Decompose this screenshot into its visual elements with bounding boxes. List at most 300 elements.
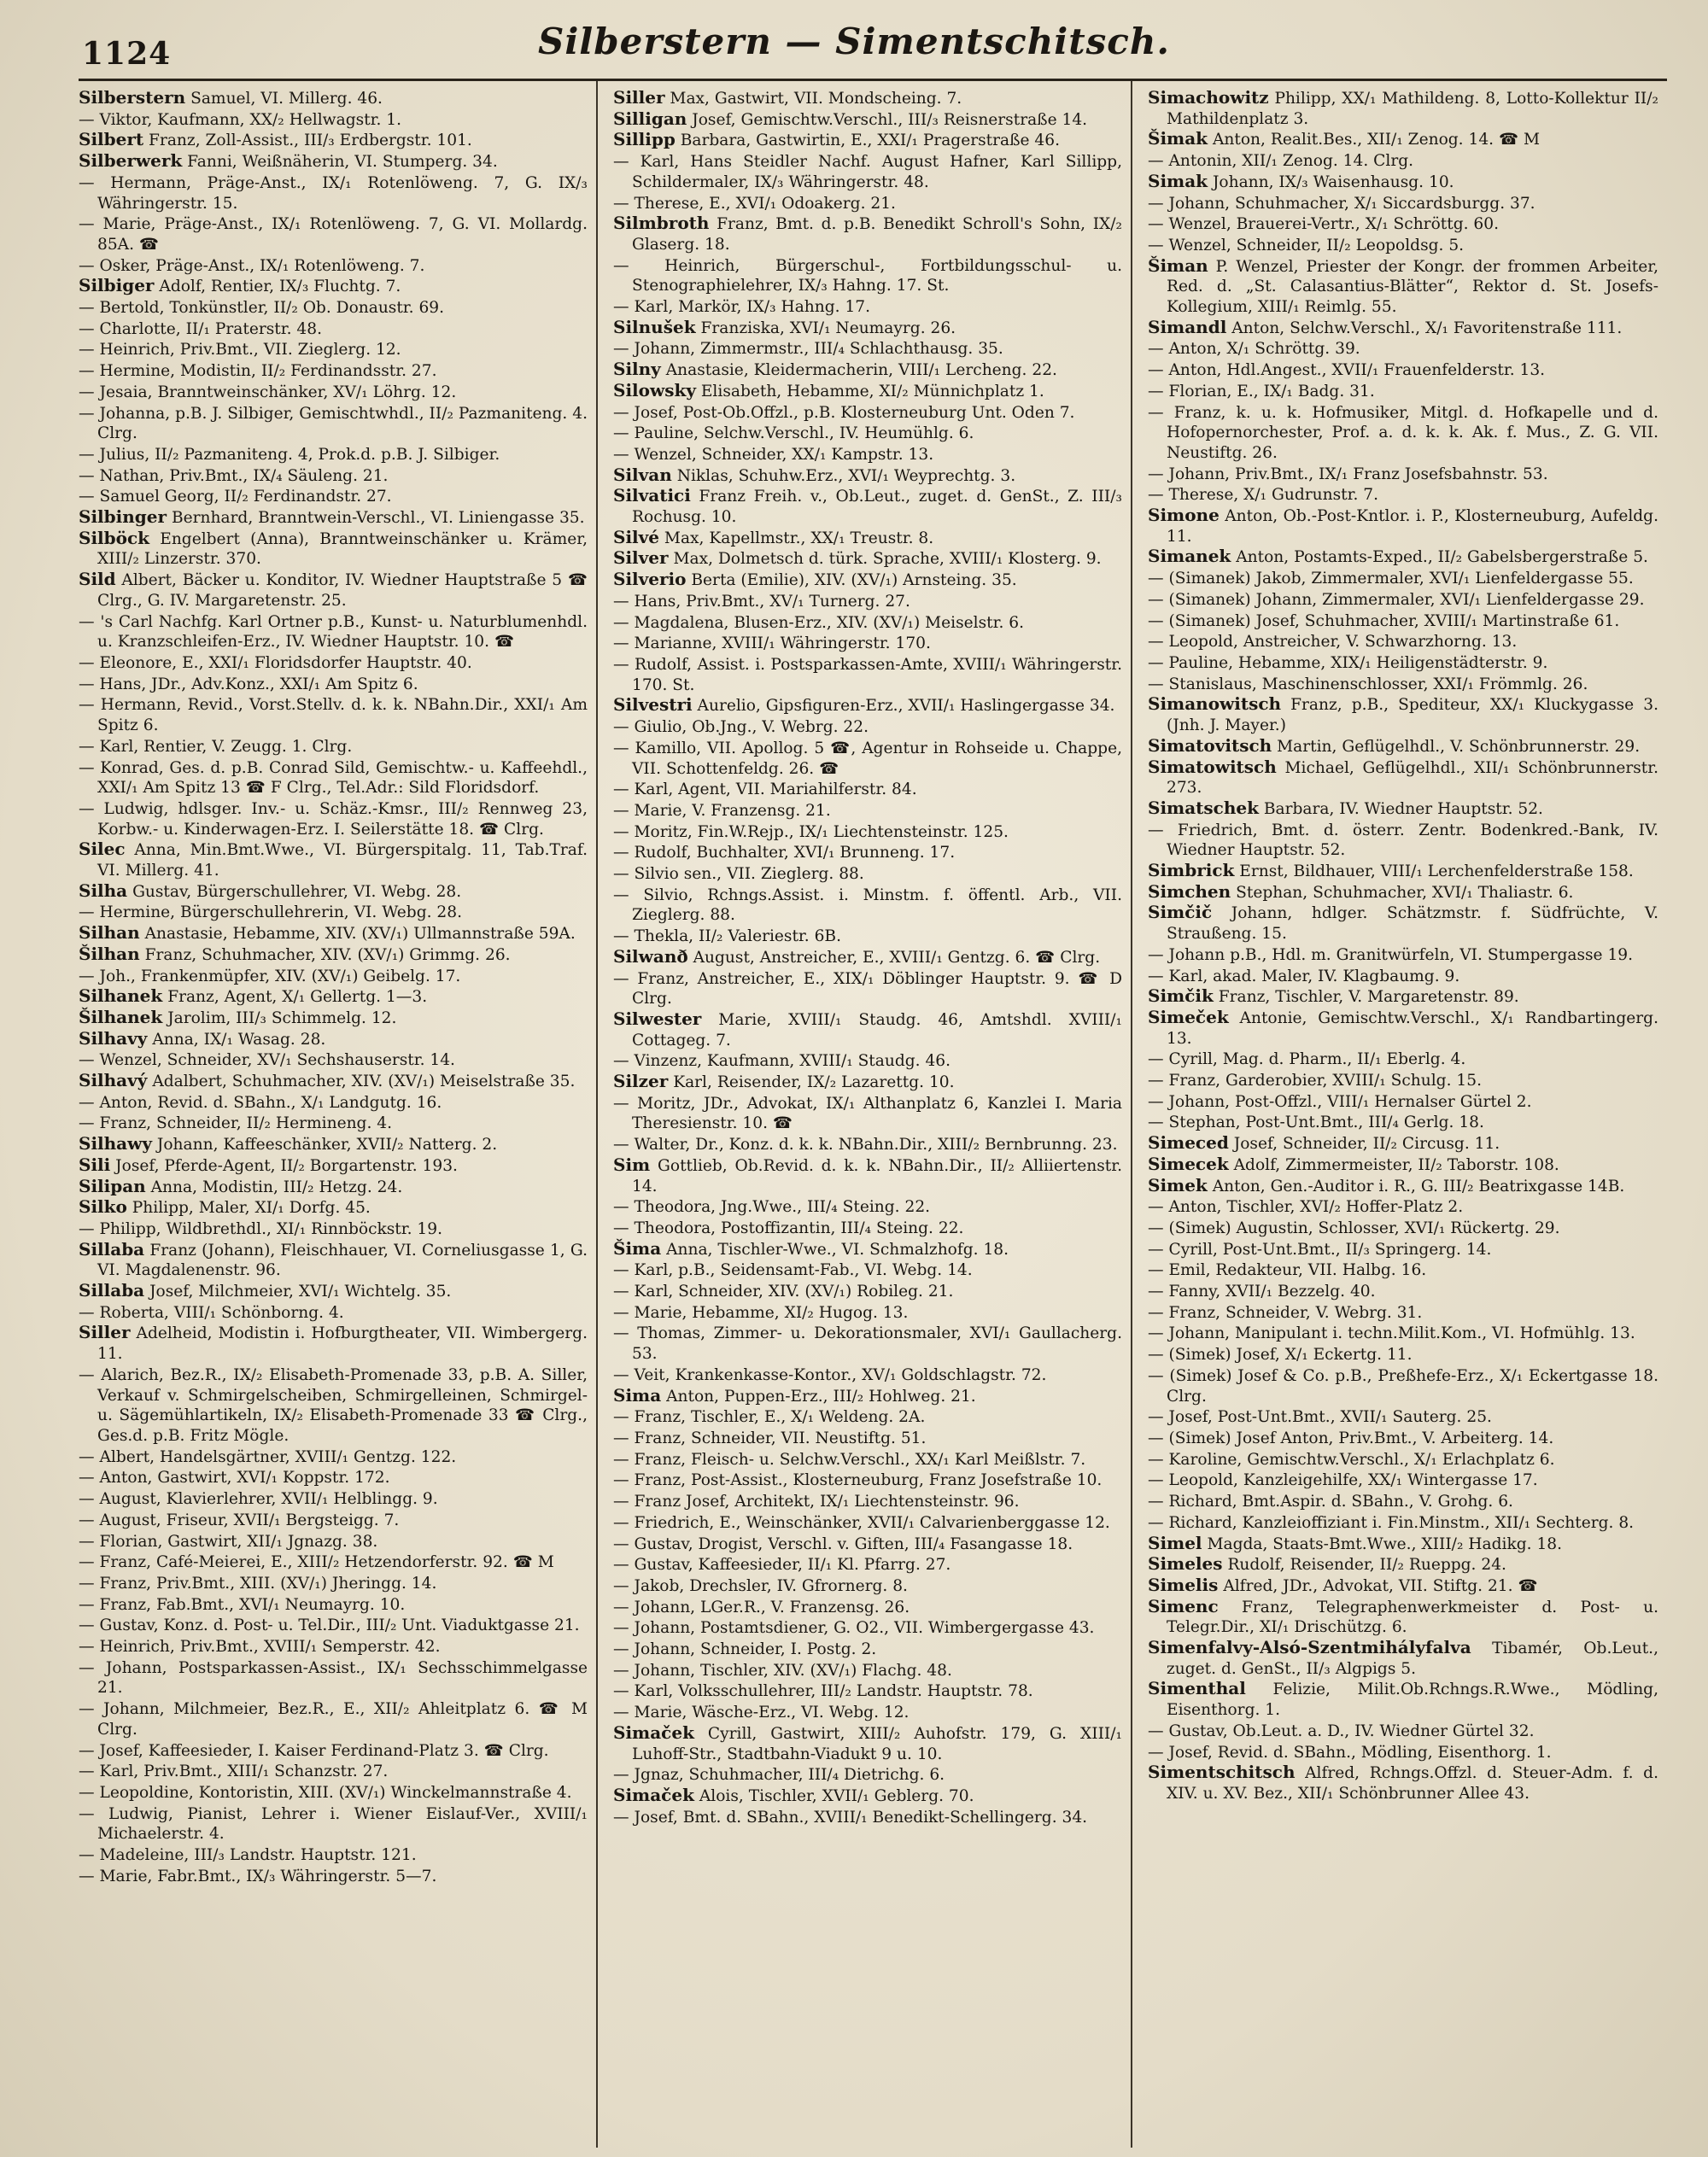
entry-details: — Franz, k. u. k. Hofmusiker, Mitgl. d. Hofkapelle und d. Hofopernorchester, Prof. a. d. k. k. Ak. f. Mus., Z. G. VII. Neustiftg. 26. (1148, 403, 1658, 462)
entry-details: Max, Kapellmstr., XX/₁ Treustr. 8. (664, 529, 934, 547)
directory-entry (1148, 882, 1658, 903)
directory-entry (1148, 1470, 1658, 1491)
directory-entry (613, 654, 1122, 695)
entry-surname: Simak (1148, 170, 1208, 191)
entry-details: — Veit, Krankenkasse-Kontor., XV/₁ Goldschlagstr. 72. (613, 1365, 1047, 1384)
entry-details: — Pauline, Hebamme, XIX/₁ Heiligenstädterstr. 9. (1148, 653, 1548, 672)
entry-details: Anna, IX/₁ Wasag. 28. (152, 1030, 326, 1049)
entry-details: Anton, Selchw.Verschl., X/₁ Favoritenstraße 111. (1231, 319, 1623, 337)
entry-details: Franz, Schuhmacher, XIV. (XV/₁) Grimmg. 26. (144, 945, 511, 964)
entry-details: Alfred, JDr., Advokat, VII. Stiftg. 21. ☎ (1223, 1576, 1538, 1595)
entry-details: Anna, Modistin, III/₂ Hetzg. 24. (150, 1178, 403, 1196)
directory-entry (1148, 1534, 1658, 1555)
directory-entry (613, 1386, 1122, 1407)
entry-surname: Silhawy (79, 1133, 152, 1154)
entry-details: — Franz, Post-Assist., Klosterneuburg, Franz Josefstraße 10. (613, 1471, 1103, 1490)
directory-entry (79, 674, 588, 695)
entry-details: — Heinrich, Bürgerschul-, Fortbildungsschul- u. Stenographielehrer, IX/₃ Hahng. 17. St. (613, 256, 1122, 295)
entry-details: — Johann, Post-Offzl., VIII/₁ Hernalser Gürtel 2. (1148, 1092, 1532, 1111)
page-number: 1124 (82, 36, 172, 72)
directory-entry (613, 1196, 1122, 1218)
directory-entry (1148, 1239, 1658, 1260)
directory-entry (613, 296, 1122, 318)
entry-details: Franz (Johann), Fleischhauer, VI. Corneliusgasse 1, G. VI. Magdalenenstr. 96. (97, 1241, 588, 1280)
directory-entry (613, 863, 1122, 885)
entry-details: Albert, Bäcker u. Konditor, IV. Wiedner Hauptstraße 5 ☎ Clrg., G. IV. Margaretenstr. 25. (97, 571, 588, 610)
entry-details: — Josef, Kaffeesieder, I. Kaiser Ferdinand-Platz 3. ☎ Clrg. (79, 1741, 549, 1760)
entry-details: — Theodora, Postoffizantin, III/₄ Steing. 22. (613, 1219, 964, 1237)
entry-details: — Silvio sen., VII. Zieglerg. 88. (613, 865, 864, 884)
entry-details: Anna, Tischler-Wwe., VI. Schmalzhofg. 18. (666, 1240, 1009, 1259)
directory-entry (613, 213, 1122, 254)
entry-surname: Silhanek (79, 985, 163, 1007)
entry-details: Anton, Puppen-Erz., III/₂ Hohlweg. 21. (666, 1387, 976, 1406)
directory-entry (1148, 1049, 1658, 1070)
directory-entry (79, 1008, 588, 1029)
entry-details: — Marie, Wäsche-Erz., VI. Webg. 12. (613, 1704, 910, 1722)
entry-details: — Josef, Post-Unt.Bmt., XVII/₁ Sauterg. 25. (1148, 1408, 1492, 1427)
directory-entry (613, 1575, 1122, 1597)
directory-entry (79, 1197, 588, 1219)
entry-details: Berta (Emilie), XIV. (XV/₁) Arnsteing. 35. (691, 571, 1017, 590)
entry-details: — Leopoldine, Kontoristin, XIII. (XV/₁) Winckelmannstraße 4. (79, 1783, 572, 1802)
entry-details: — Anton, X/₁ Schröttg. 39. (1148, 340, 1360, 359)
directory-entry (79, 276, 588, 297)
entry-details: — Ludwig, Pianist, Lehrer i. Wiener Eislauf-Ver., XVIII/₁ Michaelerstr. 4. (79, 1804, 588, 1844)
entry-details: Fanni, Weißnäherin, VI. Stumperg. 34. (187, 153, 498, 172)
entry-details: — Cyrill, Mag. d. Pharm., II/₁ Eberlg. 4. (1148, 1050, 1466, 1069)
entry-details: Bernhard, Branntwein-Verschl., VI. Liniengasse 35. (171, 509, 585, 528)
directory-entry (613, 1072, 1122, 1093)
directory-entry (1148, 338, 1658, 360)
entry-details: — Ludwig, hdlsger. Inv.- u. Schäz.-Kmsr., III/₂ Rennweg 23, Korbw.- u. Kinderwagen-Erz. I. Seilerstätte 18. ☎ Clrg. (79, 799, 588, 839)
directory-entry (1148, 1176, 1658, 1197)
directory-entry (1148, 1638, 1658, 1679)
entry-details: — Fanny, XVII/₁ Bezzelg. 40. (1148, 1283, 1376, 1301)
directory-entry (613, 968, 1122, 1009)
directory-entry (613, 402, 1122, 424)
directory-entry (79, 1698, 588, 1739)
directory-entry (1148, 757, 1658, 798)
entry-details: — Karl, akad. Maler, IV. Klagbaumg. 9. (1148, 967, 1460, 985)
entry-surname: Sillaba (79, 1238, 145, 1260)
entry-details: — Hermann, Präge-Anst., IX/₁ Rotenlöweng. 7, G. IX/₃ Währingerstr. 15. (79, 173, 588, 213)
entry-details: — Franz, Fleisch- u. Selchw.Verschl., XX/₁ Karl Meißlstr. 7. (613, 1450, 1086, 1469)
entry-details: — Jgnaz, Schuhmacher, III/₄ Dietrichg. 6. (613, 1766, 945, 1785)
directory-entry (613, 1155, 1122, 1196)
directory-entry (1148, 1008, 1658, 1049)
directory-entry (613, 1218, 1122, 1239)
entry-surname: Silec (79, 839, 126, 860)
directory-entry (1148, 631, 1658, 652)
entry-surname: Silverio (613, 569, 687, 590)
entry-details: — Leopold, Anstreicher, V. Schwarzhorng. 13. (1148, 633, 1518, 652)
directory-entry (1148, 88, 1658, 129)
directory-entry (1148, 1070, 1658, 1091)
directory-entry (79, 1866, 588, 1887)
entry-surname: Simatovitsch (1148, 734, 1272, 756)
directory-entry (1148, 464, 1658, 485)
entry-details: — Marie, Fabr.Bmt., IX/₃ Währingerstr. 5—7. (79, 1867, 437, 1885)
directory-entry (79, 1657, 588, 1698)
entry-surname: Silligan (613, 108, 687, 129)
entry-details: — Roberta, VIII/₁ Schönborng. 4. (79, 1303, 344, 1322)
entry-surname: Sima (613, 1384, 662, 1406)
entry-details: — Friedrich, Bmt. d. österr. Zentr. Bodenkred.-Bank, IV. Wiedner Hauptstr. 52. (1148, 821, 1658, 860)
directory-entry (79, 1844, 588, 1866)
directory-entry (79, 966, 588, 987)
entry-details: — Josef, Bmt. d. SBahn., XVIII/₁ Benedikt-Schellingerg. 34. (613, 1808, 1088, 1827)
directory-entry (613, 1554, 1122, 1575)
directory-entry (79, 1177, 588, 1198)
directory-entry (613, 779, 1122, 800)
directory-entry (613, 1639, 1122, 1660)
entry-details: — Philipp, Wildbrethdl., XI/₁ Rinnböckstr. 19. (79, 1219, 442, 1238)
directory-entry (79, 1092, 588, 1114)
entry-details: Gottlieb, Ob.Revid. d. k. k. NBahn.Dir., II/₂ Alliiertenstr. 14. (632, 1156, 1122, 1195)
directory-entry (1148, 1302, 1658, 1324)
entry-surname: Simenfalvy-Alsó-Szentmihályfalva (1148, 1637, 1471, 1658)
entry-details: — Franz, Schneider, VII. Neustiftg. 51. (613, 1429, 927, 1447)
directory-entry (613, 1681, 1122, 1702)
directory-entry (1148, 1721, 1658, 1742)
directory-entry (79, 382, 588, 403)
entry-details: — Alarich, Bez.R., IX/₂ Elisabeth-Promenade 33, p.B. A. Siller, Verkauf v. Schmirgelscheiben, Schmirgelleinen, Schmirgel- u. Sägemühlartikeln, IX/₂ Elisabeth-Promenade 33 ☎ Clrg., Ges.d. p.B. Fritz Mögle. (79, 1365, 588, 1445)
entry-surname: Silhavý (79, 1070, 148, 1091)
entry-details: Elisabeth, Hebamme, XI/₂ Münnichplatz 1. (700, 382, 1044, 400)
entry-details: — Gustav, Kaffeesieder, II/₁ Kl. Pfarrg. 27. (613, 1556, 951, 1575)
directory-entry (79, 1594, 588, 1616)
directory-entry (1148, 484, 1658, 506)
entry-surname: Šiman (1148, 254, 1208, 276)
directory-entry (613, 360, 1122, 381)
directory-entry (1148, 506, 1658, 547)
entry-surname: Silver (613, 547, 669, 569)
entry-details: Josef, Milchmeier, XVI/₁ Wichtelg. 35. (149, 1283, 452, 1301)
entry-details: — Heinrich, Priv.Bmt., VII. Zieglerg. 12. (79, 341, 401, 360)
directory-entry (79, 944, 588, 966)
entry-details: — Johann p.B., Hdl. m. Granitwürfeln, VI. Stumpergasse 19. (1148, 945, 1634, 964)
directory-entry (79, 1615, 588, 1636)
directory-entry (79, 255, 588, 277)
entry-details: Barbara, IV. Wiedner Hauptstr. 52. (1263, 799, 1543, 818)
entry-surname: Simandl (1148, 316, 1227, 337)
directory-entry (1148, 611, 1658, 632)
directory-entry (1148, 1449, 1658, 1470)
entry-details: — Konrad, Ges. d. p.B. Conrad Sild, Gemischtw.- u. Kaffeehdl., XXI/₁ Am Spitz 13 ☎ F Clrg., Tel.Adr.: Sild Floridsdorf. (79, 758, 588, 798)
entry-surname: Silmbroth (613, 213, 710, 234)
column-left (79, 81, 598, 2148)
directory-entry (613, 1260, 1122, 1281)
entry-details: — Marie, Präge-Anst., IX/₁ Rotenlöweng. 7, G. VI. Mollardg. 85A. ☎ (79, 215, 588, 254)
entry-surname: Silböck (79, 527, 149, 548)
directory-entry (79, 757, 588, 798)
directory-entry (613, 1093, 1122, 1134)
entry-details: — (Simanek) Johann, Zimmermaler, XVI/₁ Lienfeldergasse 29. (1148, 590, 1645, 609)
entry-surname: Simatowitsch (1148, 756, 1277, 777)
entry-surname: Silipan (79, 1175, 146, 1196)
directory-entry (613, 1617, 1122, 1639)
entry-details: Franz, Bmt. d. p.B. Benedikt Schroll's Sohn, IX/₂ Glaserg. 18. (632, 215, 1122, 254)
entry-surname: Silwanð (613, 945, 688, 967)
directory-entry (79, 839, 588, 880)
directory-entry (1148, 1406, 1658, 1428)
entry-details: — Marianne, XVIII/₁ Währingerstr. 170. (613, 634, 931, 653)
entry-details: Franz, Zoll-Assist., III/₃ Erdbergstr. 101. (149, 132, 472, 150)
entry-surname: Simeced (1148, 1132, 1229, 1154)
directory-entry (1148, 1091, 1658, 1113)
entry-surname: Siller (613, 87, 665, 108)
directory-entry (1148, 1365, 1658, 1406)
entry-details: Karl, Reisender, IX/₂ Lazarettg. 10. (673, 1073, 955, 1092)
directory-entry (1148, 652, 1658, 674)
entry-details: — Gustav, Drogist, Verschl. v. Giften, III/₄ Fasangasse 18. (613, 1534, 1073, 1553)
directory-entry (1148, 798, 1658, 820)
entry-surname: Silko (79, 1196, 127, 1218)
directory-entry (79, 1510, 588, 1531)
entry-details: Anton, Gen.-Auditor i. R., G. III/₂ Beatrixgasse 14B. (1212, 1177, 1625, 1195)
directory-entry (1148, 381, 1658, 402)
entry-details: Samuel, VI. Millerg. 46. (190, 90, 383, 108)
directory-entry (1148, 1491, 1658, 1512)
directory-entry (1148, 903, 1658, 944)
entry-details: — Viktor, Kaufmann, XX/₂ Hellwagstr. 1. (79, 110, 402, 129)
entry-details: Martin, Geflügelhdl., V. Schönbrunnerstr. 29. (1277, 737, 1641, 756)
entry-details: — Karl, p.B., Seidensamt-Fab., VI. Webg. 14. (613, 1261, 973, 1280)
directory-entry (79, 109, 588, 131)
entry-details: Max, Dolmetsch d. türk. Sprache, XVIII/₁ Klosterg. 9. (673, 550, 1102, 569)
entry-surname: Silvatici (613, 485, 691, 506)
entry-details: — (Simanek) Jakob, Zimmermaler, XVI/₁ Lienfeldergasse 55. (1148, 570, 1634, 588)
directory-entry (613, 570, 1122, 591)
directory-entry (79, 297, 588, 319)
entry-details: — Johann, Manipulant i. techn.Milit.Kom., VI. Hofmühlg. 13. (1148, 1324, 1635, 1343)
entry-details: Josef, Gemischtw.Verschl., III/₃ Reisnerstraße 14. (692, 110, 1088, 129)
directory-entry (1148, 820, 1658, 861)
entry-surname: Simentschitsch (1148, 1762, 1296, 1783)
entry-details: — Karl, Agent, VII. Mariahilferstr. 84. (613, 780, 917, 799)
directory-entry (79, 570, 588, 611)
entry-details: Anton, Ob.-Post-Kntlor. i. P., Klosterneuburg, Aufeldg. 11. (1167, 507, 1658, 546)
directory-entry (613, 486, 1122, 527)
directory-entry (1148, 1112, 1658, 1133)
entry-surname: Silwester (613, 1008, 702, 1029)
directory-entry (79, 1573, 588, 1594)
directory-entry (1148, 1762, 1658, 1803)
entry-details: Adolf, Zimmermeister, II/₂ Taborstr. 108. (1233, 1155, 1559, 1174)
entry-details: — Karl, Markör, IX/₃ Hahng. 17. (613, 298, 871, 317)
entry-details: — Kamillo, VII. Apollog. 5 ☎, Agentur in Rohseide u. Chappe, VII. Schottenfeldg. 26. ☎ (613, 739, 1122, 778)
directory-entry (1148, 1323, 1658, 1344)
directory-entry (79, 902, 588, 923)
entry-details: — Karl, Hans Steidler Nachf. August Hafner, Karl Sillipp, Schildermaler, IX/₃ Währingerstr. 48. (613, 153, 1122, 191)
directory-entry (79, 529, 588, 570)
entry-details: Gustav, Bürgerschullehrer, VI. Webg. 28. (132, 882, 462, 901)
entry-details: Stephan, Schuhmacher, XVI/₁ Thaliastr. 6. (1236, 883, 1574, 902)
directory-entry (613, 1597, 1122, 1618)
entry-details: — Hermine, Bürgerschullehrerin, VI. Webg. 28. (79, 903, 463, 922)
entry-details: — Vinzenz, Kaufmann, XVIII/₁ Staudg. 46. (613, 1052, 951, 1071)
directory-entry (79, 465, 588, 487)
directory-entry (1148, 966, 1658, 987)
directory-entry (613, 1512, 1122, 1534)
directory-entry (79, 1552, 588, 1573)
directory-entry (79, 1531, 588, 1552)
directory-entry (79, 736, 588, 757)
directory-entry (613, 947, 1122, 968)
entry-details: — Johann, Milchmeier, Bez.R., E., XII/₂ Ahleitplatz 6. ☎ M Clrg. (79, 1700, 588, 1739)
entry-details: Antonie, Gemischtw.Verschl., X/₁ Randbartingerg. 13. (1167, 1008, 1658, 1048)
directory-entry (79, 1029, 588, 1050)
entry-details: Anton, Realit.Bes., XII/₁ Zenog. 14. ☎ M (1212, 131, 1541, 149)
directory-columns (79, 79, 1667, 2148)
directory-entry (613, 1807, 1122, 1828)
entry-details: — Karl, Schneider, XIV. (XV/₁) Robileg. 21. (613, 1283, 954, 1301)
entry-details: — Anton, Hdl.Angest., XVII/₁ Frauenfelderstr. 13. (1148, 361, 1546, 380)
directory-entry (79, 798, 588, 839)
directory-entry (1148, 235, 1658, 256)
directory-entry (1148, 1344, 1658, 1365)
directory-entry (613, 885, 1122, 926)
entry-details: — (Simek) Josef Anton, Priv.Bmt., V. Arbeiterg. 14. (1148, 1429, 1554, 1447)
directory-entry (613, 318, 1122, 339)
entry-surname: Simachowitz (1148, 87, 1269, 108)
entry-details: — Franz, Café-Meierei, E., XIII/₂ Hetzendorferstr. 92. ☎ M (79, 1553, 554, 1572)
directory-entry (79, 339, 588, 360)
entry-details: — Johann, Tischler, XIV. (XV/₁) Flachg. 48. (613, 1661, 952, 1680)
entry-details: Franz, Agent, X/₁ Gellertg. 1—3. (167, 988, 428, 1007)
entry-surname: Simone (1148, 505, 1220, 526)
directory-entry (79, 1113, 588, 1134)
entry-details: — Silvio, Rchngs.Assist. i. Minstm. f. öffentl. Arb., VII. Zieglerg. 88. (613, 886, 1122, 925)
directory-entry (79, 652, 588, 674)
directory-entry (1148, 1742, 1658, 1763)
entry-details: — Madeleine, III/₃ Landstr. Hauptstr. 121. (79, 1846, 417, 1865)
directory-entry (613, 1302, 1122, 1324)
directory-entry (1148, 172, 1658, 193)
directory-entry (1148, 1554, 1658, 1575)
directory-entry (79, 319, 588, 340)
entry-surname: Sili (79, 1154, 111, 1175)
directory-entry (613, 1239, 1122, 1260)
entry-surname: Simbrick (1148, 860, 1235, 881)
directory-entry (1148, 1133, 1658, 1154)
directory-entry (1148, 568, 1658, 589)
entry-details: — Karl, Rentier, V. Zeugg. 1. Clrg. (79, 737, 353, 756)
entry-details: — Karl, Volksschullehrer, III/₂ Landstr. Hauptstr. 78. (613, 1682, 1033, 1701)
directory-entry (1148, 674, 1658, 695)
entry-details: — Moritz, Fin.W.Rejp., IX/₁ Liechtensteinstr. 125. (613, 822, 1009, 841)
directory-entry (613, 926, 1122, 947)
directory-entry (79, 88, 588, 109)
entry-details: — Thekla, II/₂ Valeriestr. 6B. (613, 927, 842, 946)
directory-entry (1148, 360, 1658, 381)
entry-details: Max, Gastwirt, VII. Mondscheing. 7. (670, 90, 962, 108)
entry-details: Josef, Schneider, II/₂ Circusg. 11. (1233, 1135, 1500, 1154)
entry-details: Felizie, Milit.Ob.Rchngs.R.Wwe., Mödling, Eisenthorg. 1. (1167, 1681, 1658, 1720)
entry-details: — Marie, Hebamme, XI/₂ Hugog. 13. (613, 1303, 909, 1322)
directory-entry (613, 338, 1122, 360)
entry-details: August, Anstreicher, E., XVIII/₁ Gentzg. 6. ☎ Clrg. (693, 948, 1101, 967)
entry-surname: Siller (79, 1322, 131, 1343)
entry-surname: Silowsky (613, 379, 696, 400)
entry-details: — Charlotte, II/₁ Praterstr. 48. (79, 319, 323, 338)
entry-details: — Johann, Zimmermstr., III/₄ Schlachthausg. 35. (613, 340, 1003, 359)
entry-details: — August, Klavierlehrer, XVII/₁ Helblingg. 9. (79, 1490, 438, 1509)
directory-entry (613, 1491, 1122, 1512)
entry-surname: Silvestri (613, 694, 693, 716)
entry-details: — Marie, V. Franzensg. 21. (613, 801, 831, 820)
entry-details: P. Wenzel, Priester der Kongr. der frommen Arbeiter, Red. d. „St. Calasantius-Blätter“, Rektor d. St. Josefs-Kollegium, XIII/₁ Reimlg. 55. (1167, 257, 1658, 317)
directory-entry (613, 444, 1122, 465)
directory-entry (79, 1281, 588, 1302)
directory-entry (613, 88, 1122, 109)
directory-entry (79, 1302, 588, 1324)
directory-entry (1148, 736, 1658, 757)
entry-details: — Theodora, Jng.Wwe., III/₄ Steing. 22. (613, 1198, 931, 1217)
directory-entry (613, 465, 1122, 487)
entry-details: — Emil, Redakteur, VII. Halbg. 16. (1148, 1261, 1427, 1280)
directory-entry (79, 986, 588, 1008)
entry-surname: Simek (1148, 1174, 1208, 1195)
entry-details: — Julius, II/₂ Pazmaniteng. 4, Prok.d. p.B. J. Silbiger. (79, 445, 500, 464)
directory-entry (1148, 1260, 1658, 1281)
directory-entry (613, 821, 1122, 843)
directory-entry (613, 381, 1122, 402)
entry-surname: Simaček (613, 1722, 694, 1743)
directory-entry (1148, 1679, 1658, 1720)
entry-details: — Karl, Priv.Bmt., XIII/₁ Schanzstr. 27. (79, 1762, 389, 1781)
directory-entry (613, 612, 1122, 634)
directory-entry (79, 151, 588, 172)
entry-details: — Wenzel, Brauerei-Vertr., X/₁ Schröttg. 60. (1148, 215, 1500, 234)
directory-entry (613, 633, 1122, 654)
entry-details: — Stephan, Post-Unt.Bmt., III/₄ Gerlg. 18. (1148, 1114, 1484, 1132)
entry-details: Philipp, XX/₁ Mathildeng. 8, Lotto-Kollektur II/₂ Mathildenplatz 3. (1167, 90, 1658, 128)
directory-entry (1148, 318, 1658, 339)
entry-surname: Simeles (1148, 1553, 1223, 1575)
entry-details: — Cyrill, Post-Unt.Bmt., II/₃ Springerg. 14. (1148, 1240, 1492, 1259)
entry-details: — Therese, X/₁ Gudrunstr. 7. (1148, 486, 1378, 505)
entry-details: Johann, hdlger. Schätzmstr. f. Südfrüchte, V. Straußeng. 15. (1167, 904, 1658, 944)
entry-surname: Silha (79, 880, 128, 901)
entry-surname: Silzer (613, 1071, 669, 1092)
entry-details: — Richard, Bmt.Aspir. d. SBahn., V. Grohg. 6. (1148, 1493, 1513, 1511)
entry-details: — Johann, Postamtsdiener, G. O2., VII. Wimbergergasse 43. (613, 1619, 1095, 1638)
directory-entry (613, 1723, 1122, 1764)
entry-surname: Simenc (1148, 1595, 1219, 1616)
entry-surname: Simel (1148, 1532, 1202, 1553)
directory-entry (79, 1071, 588, 1092)
entry-surname: Simanowitsch (1148, 693, 1282, 715)
directory-entry (613, 1449, 1122, 1470)
entry-details: — Rudolf, Buchhalter, XVI/₁ Brunneng. 17. (613, 844, 956, 862)
directory-entry (79, 611, 588, 652)
entry-details: — Jesaia, Branntweinschänker, XV/₁ Löhrg. 12. (79, 383, 457, 401)
entry-details: — Osker, Präge-Anst., IX/₁ Rotenlöweng. 7. (79, 256, 425, 275)
directory-entry (79, 1447, 588, 1468)
entry-details: — Stanislaus, Maschinenschlosser, XXI/₁ Frömmlg. 26. (1148, 675, 1588, 693)
entry-details: — Josef, Post-Ob.Offzl., p.B. Klosterneuburg Unt. Oden 7. (613, 403, 1075, 422)
directory-entry (613, 1323, 1122, 1364)
directory-entry (79, 1803, 588, 1844)
directory-entry (79, 1782, 588, 1803)
entry-details: — Hans, Priv.Bmt., XV/₁ Turnerg. 27. (613, 592, 910, 611)
entry-details: Philipp, Maler, XI/₁ Dorfg. 45. (132, 1199, 371, 1218)
entry-details: Cyrill, Gastwirt, XIII/₂ Auhofstr. 179, G. XIII/₁ Luhoff-Str., Stadtbahn-Viadukt 9 u. 10. (632, 1724, 1123, 1763)
directory-entry (79, 1219, 588, 1240)
entry-details: Alfred, Rchngs.Offzl. d. Steuer-Adm. f. d. XIV. u. XV. Bez., XII/₁ Schönbrunner Allee 43. (1167, 1764, 1658, 1803)
